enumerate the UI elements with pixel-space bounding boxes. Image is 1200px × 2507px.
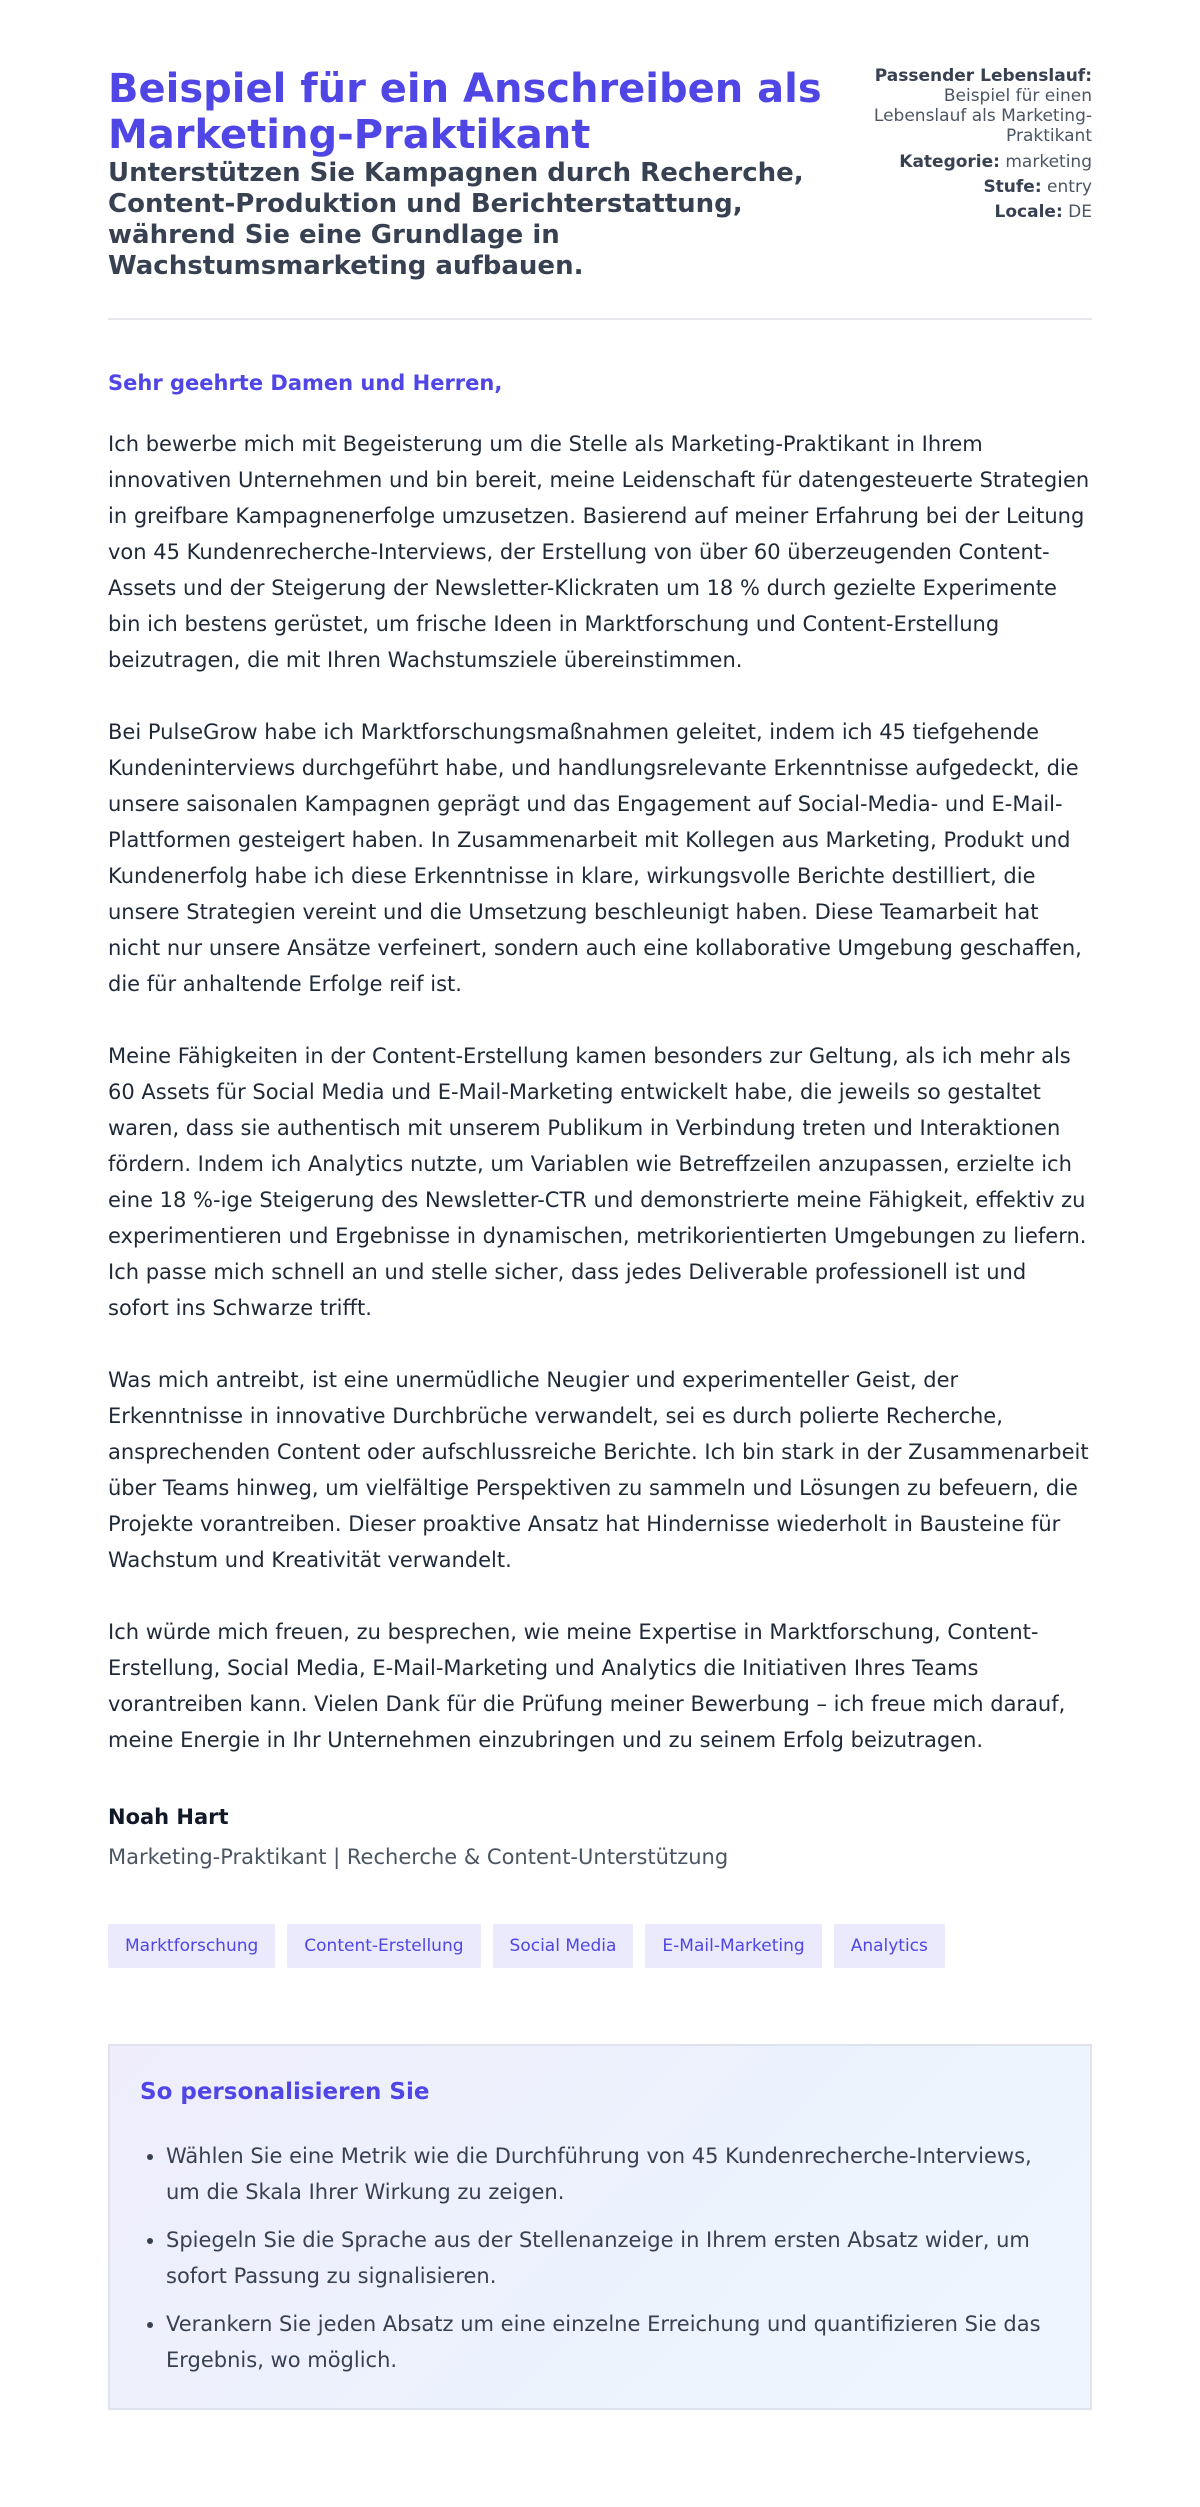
skill-tag: Social Media — [493, 1924, 634, 1968]
signature-block — [108, 1804, 1092, 1870]
letter-paragraph: Was mich antreibt, ist eine unermüdliche Neugier und experimenteller Geist, der Erkenntnisse in innovative Durchbrüche verwandelt, sei es durch polierte Recherche, ansprechenden Content oder aufschlussreiche Berichte. Ich bin stark in der Zusammenarbeit über Teams hinweg, um vielfältige Perspektiven zu sammeln und Lösungen zu befeuern, die Projekte vorantreiben. Dieser proaktive Ansatz hat Hindernisse wiederholt in Bausteine für Wachstum und Kreativität verwandelt. — [108, 1368, 1089, 1572]
skill-tags — [108, 1924, 1092, 1968]
meta-category — [862, 152, 1092, 172]
letter-paragraph: Bei PulseGrow habe ich Marktforschungsmaßnahmen geleitet, indem ich 45 tiefgehende Kundeninterviews durchgeführt habe, und handlungsrelevante Erkenntnisse aufgedeckt, die unsere saisonalen Kampagnen geprägt und das Engagement auf Social-Media- und E-Mail-Plattformen gesteigert haben. In Zusammenarbeit mit Kollegen aus Marketing, Produkt und Kundenerfolg habe ich diese Erkenntnisse in klare, wirkungsvolle Berichte destilliert, die unsere Strategien vereint und die Umsetzung beschleunigt haben. Diese Teamarbeit hat nicht nur unsere Ansätze verfeinert, sondern auch eine kollaborative Umgebung geschaffen, die für anhaltende Erfolge reif ist. — [108, 720, 1082, 996]
title-block — [108, 66, 828, 282]
meta-label: Kategorie: — [899, 152, 1000, 172]
signature-name: Noah Hart — [108, 1805, 229, 1829]
meta-value: DE — [1068, 202, 1092, 222]
letter-paragraph: Ich würde mich freuen, zu besprechen, wie meine Expertise in Marktforschung, Content-Erstellung, Social Media, E-Mail-Marketing und Analytics die Initiativen Ihres Teams vorantreiben kann. Vielen Dank für die Prüfung meiner Bewerbung – ich freue mich darauf, meine Energie in Ihr Unternehmen einzubringen und zu seinem Erfolg beizutragen. — [108, 1620, 1066, 1752]
salutation: Sehr geehrte Damen und Herren, — [108, 371, 503, 395]
meta-label: Stufe: — [983, 177, 1042, 197]
tip-item: • Spiegeln Sie die Sprache aus der Stellenanzeige in Ihrem ersten Absatz wider, um sofort Passung zu signalisieren. — [166, 2222, 1060, 2294]
letter-body — [108, 426, 1092, 1758]
page-title: Beispiel für ein Anschreiben als Marketing-Praktikant — [108, 66, 822, 158]
meta-value: marketing — [1005, 152, 1092, 172]
page-subtitle: Unterstützen Sie Kampagnen durch Recherche, Content-Produktion und Berichterstattung, während Sie eine Grundlage in Wachstumsmarketing aufbauen. — [108, 158, 804, 281]
meta-locale — [862, 202, 1092, 222]
meta-label: Passender Lebenslauf: — [874, 66, 1092, 86]
skill-tag: Analytics — [834, 1924, 945, 1968]
tip-item: • Verankern Sie jeden Absatz um eine einzelne Erreichung und quantifizieren Sie das Ergebnis, wo möglich. — [166, 2306, 1060, 2378]
matching-resume-link[interactable]: Beispiel für einen Lebenslauf als Marketing-Praktikant — [873, 86, 1092, 146]
cover-letter-page — [108, 0, 1092, 2410]
tips-title: So personalisieren Sie — [140, 2079, 430, 2105]
letter-paragraph: Meine Fähigkeiten in der Content-Erstellung kamen besonders zur Geltung, als ich mehr als 60 Assets für Social Media und E-Mail-Marketing entwickelt habe, die jeweils so gestaltet waren, dass sie authentisch mit unserem Publikum in Verbindung treten und Interaktionen fördern. Indem ich Analytics nutzte, um Variablen wie Betreffzeilen anzupassen, erzielte ich eine 18 %-ige Steigerung des Newsletter-CTR und demonstrierte meine Fähigkeit, effektiv zu experimentieren und Ergebnisse in dynamischen, metrikorientierten Umgebungen zu liefern. Ich passe mich schnell an und stelle sicher, dass jedes Deliverable professionell ist und sofort ins Schwarze trifft. — [108, 1044, 1087, 1320]
letter-paragraph: Ich bewerbe mich mit Begeisterung um die Stelle als Marketing-Praktikant in Ihrem innovativen Unternehmen und bin bereit, meine Leidenschaft für datengesteuerte Strategien in greifbare Kampagnenerfolge umzusetzen. Basierend auf meiner Erfahrung bei der Leitung von 45 Kundenrecherche-Interviews, der Erstellung von über 60 überzeugenden Content-Assets und der Steigerung der Newsletter-Klickraten um 18 % durch gezielte Experimente bin ich bestens gerüstet, um frische Ideen in Marktforschung und Content-Erstellung beizutragen, die mit Ihren Wachstumsziele übereinstimmen. — [108, 432, 1090, 672]
skill-tag: Marktforschung — [108, 1924, 275, 1968]
meta-level — [862, 177, 1092, 197]
meta-panel — [862, 66, 1092, 227]
meta-value: entry — [1047, 177, 1092, 197]
tips-list — [140, 2138, 1060, 2378]
page-header — [108, 66, 1092, 320]
personalization-tips-box — [108, 2044, 1092, 2410]
meta-label: Locale: — [994, 202, 1063, 222]
meta-matching-resume — [862, 66, 1092, 146]
skill-tag: E-Mail-Marketing — [645, 1924, 821, 1968]
tip-item: • Wählen Sie eine Metrik wie die Durchführung von 45 Kundenrecherche-Interviews, um die Skala Ihrer Wirkung zu zeigen. — [166, 2138, 1060, 2210]
signature-role: Marketing-Praktikant | Recherche & Content-Unterstützung — [108, 1845, 729, 1869]
skill-tag: Content-Erstellung — [287, 1924, 480, 1968]
